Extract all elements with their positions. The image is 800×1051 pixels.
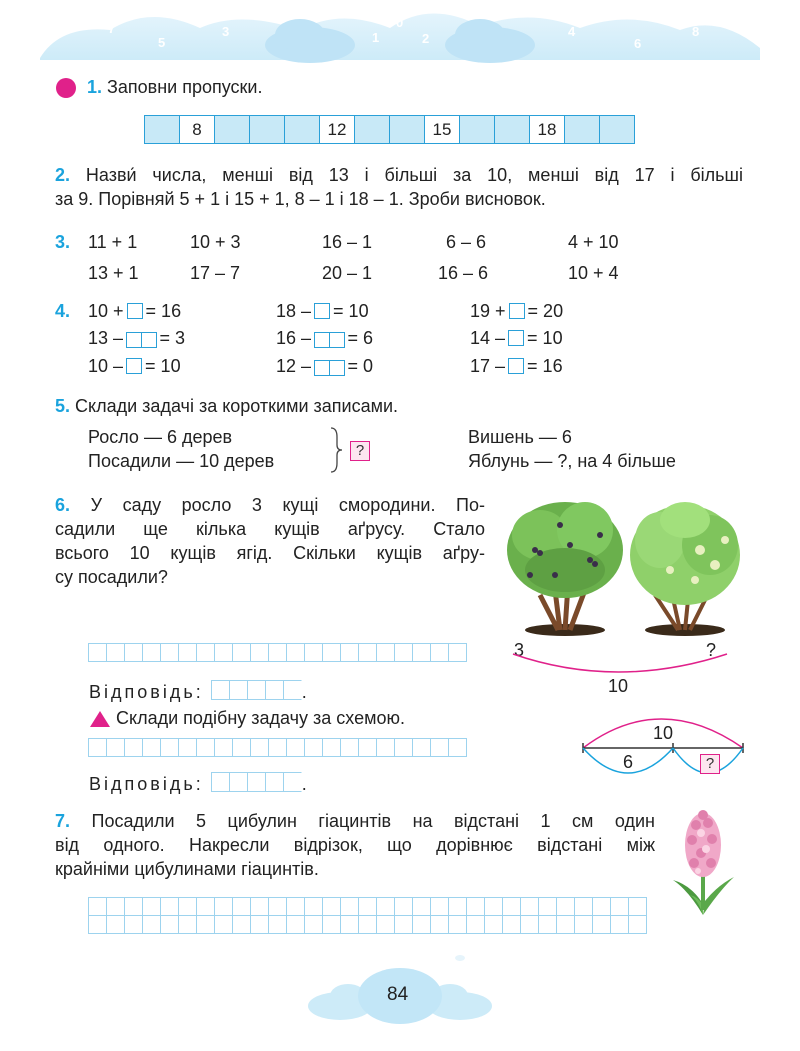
grid-cell[interactable] [340,738,359,757]
grid-cell[interactable] [304,915,323,934]
strip-cell: 12 [319,115,355,144]
task1-heading: 1. Заповни пропуски. [87,77,263,97]
task3-expr: 10 + 4 [568,263,619,283]
strip-cell[interactable] [389,115,425,144]
task6-line1: 6. У саду росло 3 кущі смородини. По- [55,495,485,515]
grid-cell[interactable] [124,738,143,757]
header-cloud-band [0,0,800,70]
strip-cell: 8 [179,115,215,144]
grid-cell[interactable] [592,897,611,916]
grid-cell[interactable] [142,915,161,934]
grid-cell[interactable] [394,643,413,662]
grid-cell[interactable] [412,738,431,757]
grid-cell[interactable] [304,897,323,916]
grid-cell[interactable] [556,915,575,934]
grid-cell[interactable] [88,897,107,916]
strip-cell[interactable] [564,115,600,144]
cloud-digit: 5 [158,35,166,50]
bushes-illustration [500,490,750,640]
task5-right2: Яблунь — ?, на 4 більше [468,451,676,471]
strip-cell[interactable] [459,115,495,144]
currant-bush [507,502,623,636]
grid-cell[interactable] [394,738,413,757]
grid-cell[interactable] [214,897,233,916]
drawing-grid-row1[interactable] [89,897,647,916]
grid-cell[interactable] [106,915,125,934]
answer-box-double[interactable] [314,330,345,351]
task3-expr: 16 – 6 [438,263,489,283]
answer-grid[interactable] [89,643,467,662]
answer-boxes[interactable] [212,772,302,792]
strip-cell[interactable] [249,115,285,144]
grid-cell[interactable] [412,643,431,662]
grid-cell[interactable] [88,643,107,662]
grid-cell[interactable] [124,915,143,934]
grid-cell[interactable] [106,897,125,916]
grid-cell[interactable] [538,915,557,934]
grid-cell[interactable] [88,738,107,757]
grid-cell[interactable] [574,915,593,934]
grid-cell[interactable] [160,897,179,916]
grid-cell[interactable] [250,643,269,662]
grid-cell[interactable] [394,915,413,934]
grid-cell[interactable] [142,643,161,662]
grid-cell[interactable] [628,897,647,916]
task4-equation: 16 – = 6 [276,328,373,351]
grid-cell[interactable] [610,897,629,916]
grid-cell[interactable] [304,738,323,757]
grid-cell[interactable] [322,643,341,662]
answer-box[interactable] [127,303,143,319]
grid-cell[interactable] [520,897,539,916]
answer-box-double[interactable] [314,358,345,379]
grid-cell[interactable] [268,738,287,757]
grid-cell[interactable] [430,738,449,757]
grid-cell[interactable] [412,915,431,934]
grid-cell[interactable] [196,897,215,916]
cloud-digit: 0 [396,15,404,30]
grid-cell[interactable] [196,915,215,934]
grid-cell[interactable] [412,897,431,916]
grid-cell[interactable] [124,897,143,916]
task7-line1: 7. Посадили 5 цибулин гіацинтів на відстані 1 см один [55,811,655,831]
scheme-total: 10 [653,723,674,743]
strip-cell[interactable] [494,115,530,144]
grid-cell[interactable] [286,897,305,916]
strip-cell[interactable] [354,115,390,144]
grid-cell[interactable] [142,897,161,916]
grid-cell[interactable] [196,643,215,662]
task6-line3: всього 10 кущів ягід. Скільки кущів аґру- [55,543,485,563]
cloud-digit: 7 [108,21,116,36]
task3-expr: 4 + 10 [568,232,619,252]
grid-cell[interactable] [340,643,359,662]
cloud-digit: 4 [568,24,576,39]
grid-cell[interactable] [358,738,377,757]
grid-cell[interactable] [394,897,413,916]
answer-box[interactable] [314,303,330,319]
grid-cell[interactable] [592,915,611,934]
diagram-total: 10 [608,676,629,696]
grid-cell[interactable] [358,915,377,934]
grid-cell[interactable] [538,897,557,916]
task5-heading: 5. Склади задачі за короткими записами. [55,396,399,416]
grid-cell[interactable] [124,643,143,662]
grid-cell[interactable] [232,738,251,757]
grid-cell[interactable] [142,738,161,757]
strip-cell[interactable] [144,115,180,144]
level-circle-icon [55,77,77,99]
diagram-left: 3 [514,640,525,660]
grid-cell[interactable] [466,915,485,934]
cloud-digit: 1 [372,30,380,45]
grid-cell[interactable] [430,915,449,934]
grid-cell[interactable] [106,643,125,662]
task3-expr: 16 – 1 [322,232,373,252]
grid-cell[interactable] [160,738,179,757]
grid-cell[interactable] [286,738,305,757]
grid-cell[interactable] [502,897,521,916]
answer-box[interactable] [508,330,524,346]
strip-cell: 18 [529,115,565,144]
grid-cell[interactable] [232,897,251,916]
task7-line2: від одного. Накресли відрізок, що дорівнює відстані між [55,835,655,855]
answer-label: Відповідь: . [89,682,310,702]
strip-cell[interactable] [284,115,320,144]
grid-cell[interactable] [574,897,593,916]
grid-cell[interactable] [106,738,125,757]
answer-label: Відповідь: . [89,774,310,794]
grid-cell[interactable] [466,897,485,916]
grid-cell[interactable] [250,915,269,934]
answer-box-double[interactable] [126,330,157,351]
task6-line4: су посадили? [55,567,168,587]
cloud-digit: 8 [692,24,700,39]
grid-cell[interactable] [304,643,323,662]
grid-cell[interactable] [376,915,395,934]
task4-equation: 17 – = 16 [470,356,563,376]
grid-cell[interactable] [268,915,287,934]
grid-cell[interactable] [322,897,341,916]
grid-cell[interactable] [322,738,341,757]
task3-expr: 17 – 7 [190,263,241,283]
task4-equation: 12 – = 0 [276,356,373,379]
cloud-digit: 3 [222,24,230,39]
task3-expr: 6 – 6 [446,232,487,252]
grid-cell[interactable] [430,643,449,662]
grid-cell[interactable] [214,738,233,757]
cloud-digit: 2 [422,31,430,46]
grid-cell[interactable] [358,897,377,916]
grid-cell[interactable] [286,915,305,934]
grid-cell[interactable] [376,643,395,662]
scheme-diagram [575,710,750,782]
scheme-question-box: ? [700,752,720,774]
task5-right1: Вишень — 6 [468,427,572,447]
grid-cell[interactable] [340,897,359,916]
grid-cell[interactable] [214,915,233,934]
gooseberry-bush [630,502,740,636]
grid-cell[interactable] [448,915,467,934]
task4-equation: 14 – = 10 [470,328,563,348]
grid-cell[interactable] [448,643,467,662]
grid-cell[interactable] [160,915,179,934]
grid-cell[interactable] [214,643,233,662]
task3-number: 3. [55,232,71,252]
answer-box[interactable] [126,358,142,374]
drawing-grid-row2[interactable] [89,915,647,934]
task2-line1: 2. Назви́ числа, менші від 13 і більші за 10, менші від 17 і більші [55,165,743,185]
grid-cell[interactable] [286,643,305,662]
grid-cell[interactable] [340,915,359,934]
grid-cell[interactable] [268,643,287,662]
grid-cell[interactable] [610,915,629,934]
answer-box[interactable] [509,303,525,319]
answer-boxes[interactable] [212,680,302,700]
task6-line2: садили ще кілька кущів аґрусу. Стало [55,519,485,539]
grid-cell[interactable] [232,643,251,662]
answer-grid[interactable] [89,738,467,757]
task4-equation: 10 + = 16 [88,301,182,321]
task5-left2: Посадили — 10 дерев [88,451,275,471]
grid-cell[interactable] [178,915,197,934]
task3-expr: 11 + 1 [88,232,138,252]
task2-line2: за 9. Порівняй 5 + 1 і 15 + 1, 8 – 1 і 18 – 1. Зроби висновок. [55,189,546,209]
grid-cell[interactable] [358,643,377,662]
task4-equation: 18 – = 10 [276,301,369,321]
task4-equation: 10 – = 10 [88,356,181,376]
grid-cell[interactable] [448,897,467,916]
grid-cell[interactable] [628,915,647,934]
task3-expr: 20 – 1 [322,263,373,283]
grid-cell[interactable] [196,738,215,757]
task4-equation: 13 – = 3 [88,328,185,351]
strip-cell: 15 [424,115,460,144]
grid-cell[interactable] [376,738,395,757]
question-box: ? [350,439,370,461]
grid-cell[interactable] [520,915,539,934]
grid-cell[interactable] [88,915,107,934]
diagram-right: ? [706,640,717,660]
grid-cell[interactable] [322,915,341,934]
task5-left1: Росло — 6 дерев [88,427,233,447]
grid-cell[interactable] [250,738,269,757]
grid-cell[interactable] [178,738,197,757]
grid-cell[interactable] [556,897,575,916]
grid-cell[interactable] [448,738,467,757]
grid-cell[interactable] [232,915,251,934]
cloud-digit: 6 [634,36,642,51]
grid-cell[interactable] [178,897,197,916]
grid-cell[interactable] [376,897,395,916]
number-strip [145,115,635,144]
grid-cell[interactable] [160,643,179,662]
scheme-part: 6 [623,752,634,772]
grid-cell[interactable] [502,915,521,934]
grid-cell[interactable] [484,897,503,916]
task3-expr: 10 + 3 [190,232,241,252]
grid-cell[interactable] [250,897,269,916]
task4-equation: 19 + = 20 [470,301,564,321]
grid-cell[interactable] [268,897,287,916]
grid-cell[interactable] [178,643,197,662]
strip-cell[interactable] [599,115,635,144]
task4-number: 4. [55,301,71,321]
answer-box[interactable] [508,358,524,374]
task7-line3: крайніми цибулинами гіацинтів. [55,859,319,879]
grid-cell[interactable] [484,915,503,934]
grid-cell[interactable] [430,897,449,916]
task3-expr: 13 + 1 [88,263,139,283]
page-number: 84 [387,984,409,1005]
triangle-task-text: Склади подібну задачу за схемою. [116,708,405,728]
curly-brace-icon [328,425,344,475]
level-triangle-icon [89,710,111,728]
hyacinth-illustration [668,805,738,917]
strip-cell[interactable] [214,115,250,144]
